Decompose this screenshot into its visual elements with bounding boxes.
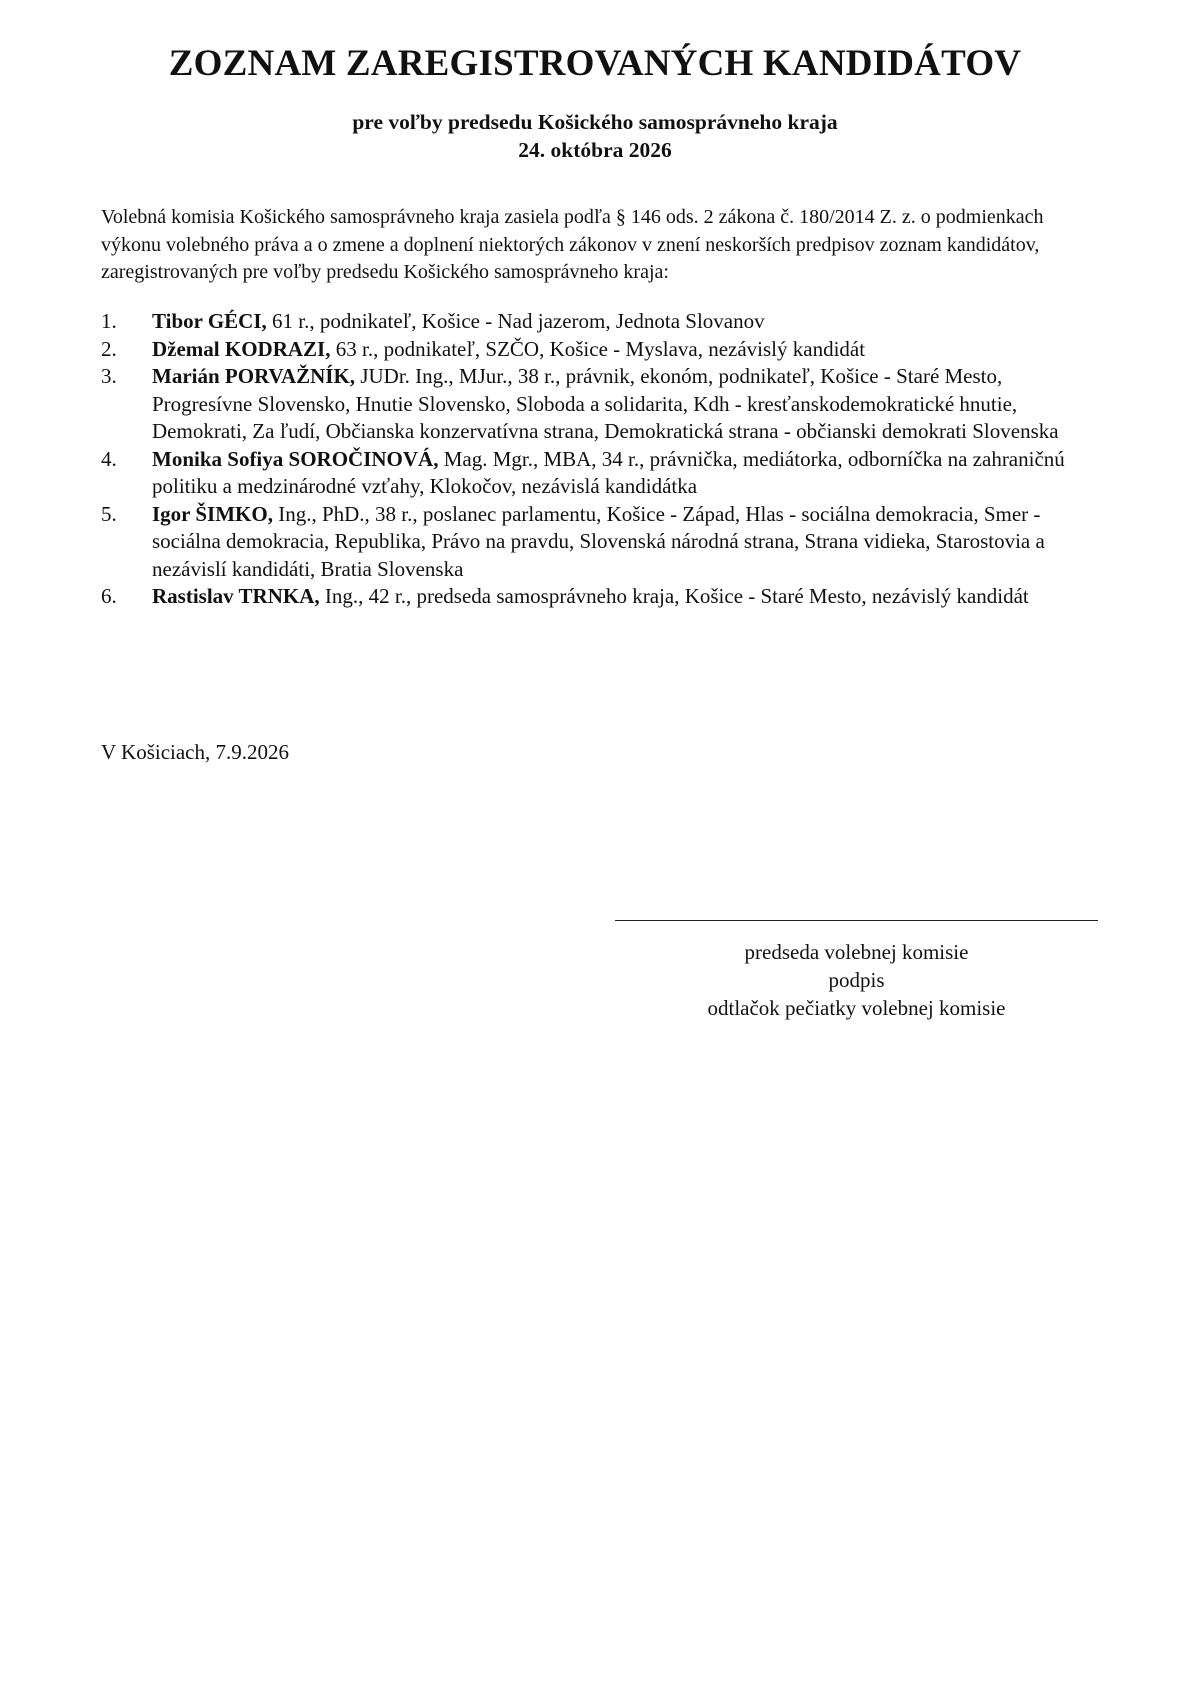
candidate-number: 5. [101,501,117,526]
subtitle-election-name: pre voľby predsedu Košického samosprávneho kraja [352,110,838,134]
place-and-date: V Košiciach, 7.9.2026 [101,740,290,764]
candidate-list [101,308,1101,611]
document-subtitle [0,108,1190,164]
candidate-text [152,446,1101,501]
candidate-item [101,336,1101,364]
candidate-name: Monika Sofiya SOROČINOVÁ, [152,446,439,471]
candidate-details: Ing., PhD., 38 r., poslanec parlamentu, Košice - Západ, Hlas - sociálna demokracia, Smer - sociálna demokracia, Republika, Právo na pravdu, Slovenská národná strana, Strana vidieka, Starostovia a nezávislí kandidáti, Bratia Slovenska [152,501,1045,581]
candidate-number: 6. [101,584,117,608]
candidate-item [101,446,1101,501]
candidate-text [152,336,1101,364]
candidate-number: 4. [101,446,117,471]
candidate-details: 63 r., podnikateľ, SZČO, Košice - Myslava, nezávislý kandidát [330,336,866,361]
candidate-details: Ing., 42 r., predseda samosprávneho kraja, Košice - Staré Mesto, nezávislý kandidát [319,584,1029,608]
candidate-number: 3. [101,364,117,388]
candidate-text [152,308,1101,336]
candidate-name: Rastislav TRNKA, [152,584,320,608]
candidate-name: Džemal KODRAZI, [152,336,331,361]
candidate-item [101,583,1101,611]
candidate-item [101,363,1101,446]
candidate-name: Marián PORVAŽNÍK, [152,364,356,388]
signature-block [615,938,1098,1022]
candidate-text [152,501,1101,584]
document-title: ZOZNAM ZAREGISTROVANÝCH KANDIDÁTOV [168,43,1022,84]
subtitle-election-date: 24. októbra 2026 [518,138,672,162]
candidate-item [101,308,1101,336]
candidate-number: 1. [101,309,117,333]
signature-line [615,920,1098,921]
candidate-details: Mag. Mgr., MBA, 34 r., právnička, mediátorka, odborníčka na zahraničnú politiku a medzinárodné vzťahy, Klokočov, nezávislá kandidátka [152,446,1065,498]
candidate-details: JUDr. Ing., MJur., 38 r., právnik, ekonóm, podnikateľ, Košice - Staré Mesto, Progresívne Slovensko, Hnutie Slovensko, Sloboda a solidarita, Kdh - kresťanskodemokratické hnutie, Demokrati, Za ľudí, Občianska konzervatívna strana, Demokratická strana - občianski demokrati Slovenska [152,364,1059,443]
intro-paragraph: Volebná komisia Košického samosprávneho kraja zasiela podľa § 146 ods. 2 zákona č. 180/2014 Z. z. o podmienkach výkonu volebného práva a o zmene a doplnení niektorých zákonov v znení neskorších predpisov zoznam kandidátov, zaregistrovaných pre voľby predsedu Košického samosprávneho kraja: [101,206,1044,283]
signature-label: podpis [828,968,885,992]
candidate-text [152,363,1101,446]
candidate-details: 61 r., podnikateľ, Košice - Nad jazerom, Jednota Slovanov [266,309,765,333]
candidate-number: 2. [101,336,117,361]
stamp-label: odtlačok pečiatky volebnej komisie [707,996,1006,1020]
candidate-name: Tibor GÉCI, [152,309,267,333]
candidate-name: Igor ŠIMKO, [152,501,273,526]
signature-role: predseda volebnej komisie [744,940,969,964]
candidate-item [101,501,1101,584]
candidate-text [152,583,1101,611]
